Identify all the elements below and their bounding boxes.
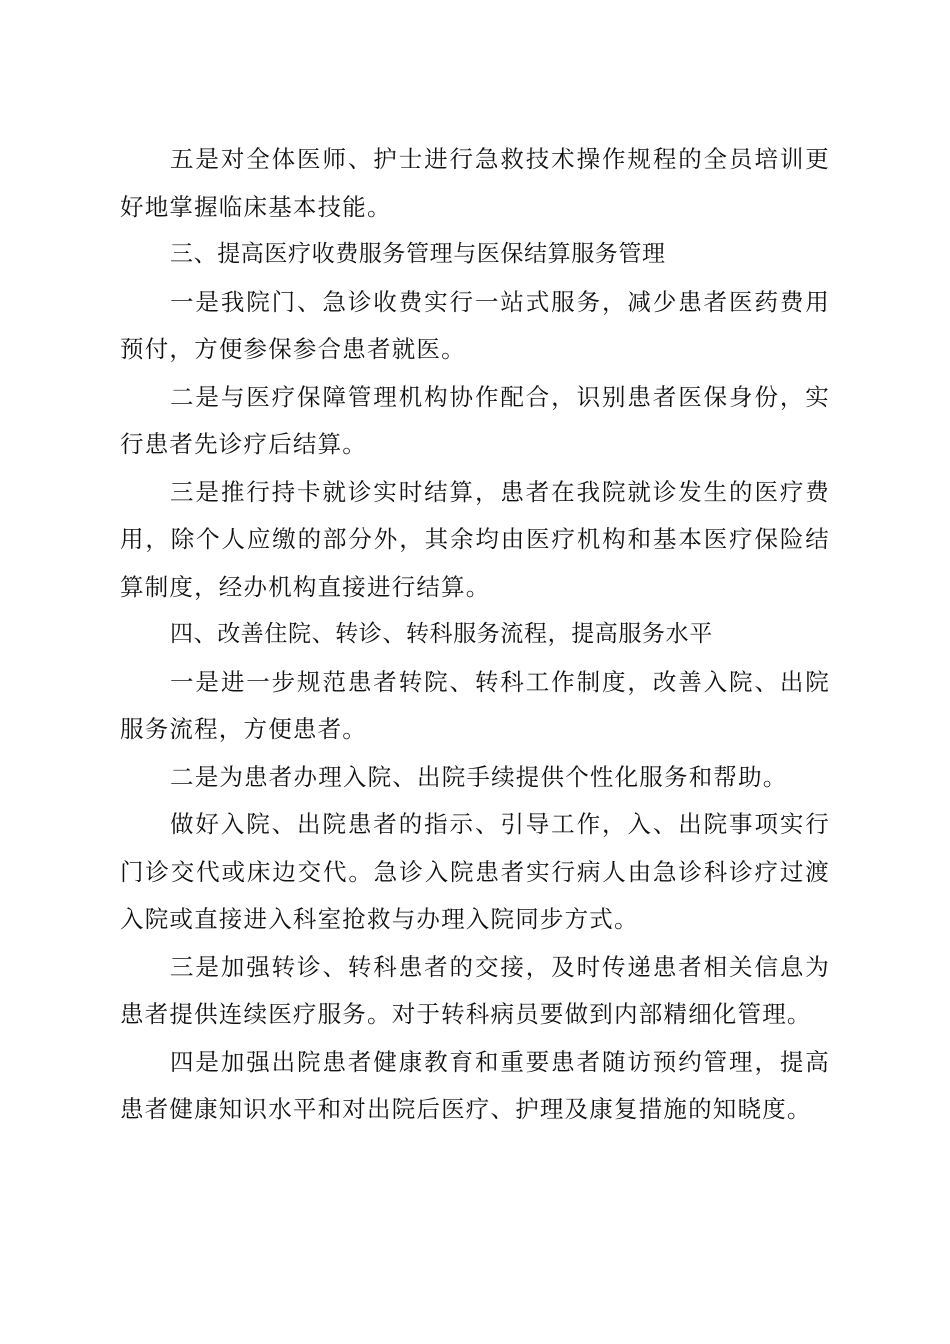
paragraph-one-stop-service: 一是我院门、急诊收费实行一站式服务，减少患者医药费用预付，方便参保参合患者就医。 (120, 287, 830, 363)
paragraph-admission-guidance: 做好入院、出院患者的指示、引导工作，入、出院事项实行门诊交代或床边交代。急诊入院患者实行病人由急诊科诊疗过渡入院或直接进入科室抢救与办理入院同步方式。 (120, 810, 830, 933)
section-heading-4: 四、改善住院、转诊、转科服务流程，提高服务水平 (170, 621, 713, 647)
paragraph-insurance-cooperation: 二是与医疗保障管理机构协作配合，识别患者医保身份，实行患者先诊疗后结算。 (120, 382, 830, 458)
paragraph-item-5-training: 五是对全体医师、护士进行急救技术操作规程的全员培训更好地掌握临床基本技能。 (120, 145, 830, 221)
paragraph-discharge-education: 四是加强出院患者健康教育和重要患者随访预约管理，提高患者健康知识水平和对出院后医疗、护理及康复措施的知晓度。 (120, 1047, 830, 1123)
document-body (120, 136, 830, 1134)
paragraph-transfer-handover: 三是加强转诊、转科患者的交接，及时传递患者相关信息为患者提供连续医疗服务。对于转科病员要做到内部精细化管理。 (120, 952, 830, 1028)
paragraph-personalized-service: 二是为患者办理入院、出院手续提供个性化服务和帮助。 (170, 762, 788, 791)
paragraph-card-settlement: 三是推行持卡就诊实时结算，患者在我院就诊发生的医疗费用，除个人应缴的部分外，其余均由医疗机构和基本医疗保险结算制度，经办机构直接进行结算。 (120, 477, 830, 601)
section-heading-3: 三、提高医疗收费服务管理与医保结算服务管理 (170, 241, 666, 267)
paragraph-transfer-standards: 一是进一步规范患者转院、转科工作制度，改善入院、出院服务流程，方便患者。 (120, 667, 830, 743)
